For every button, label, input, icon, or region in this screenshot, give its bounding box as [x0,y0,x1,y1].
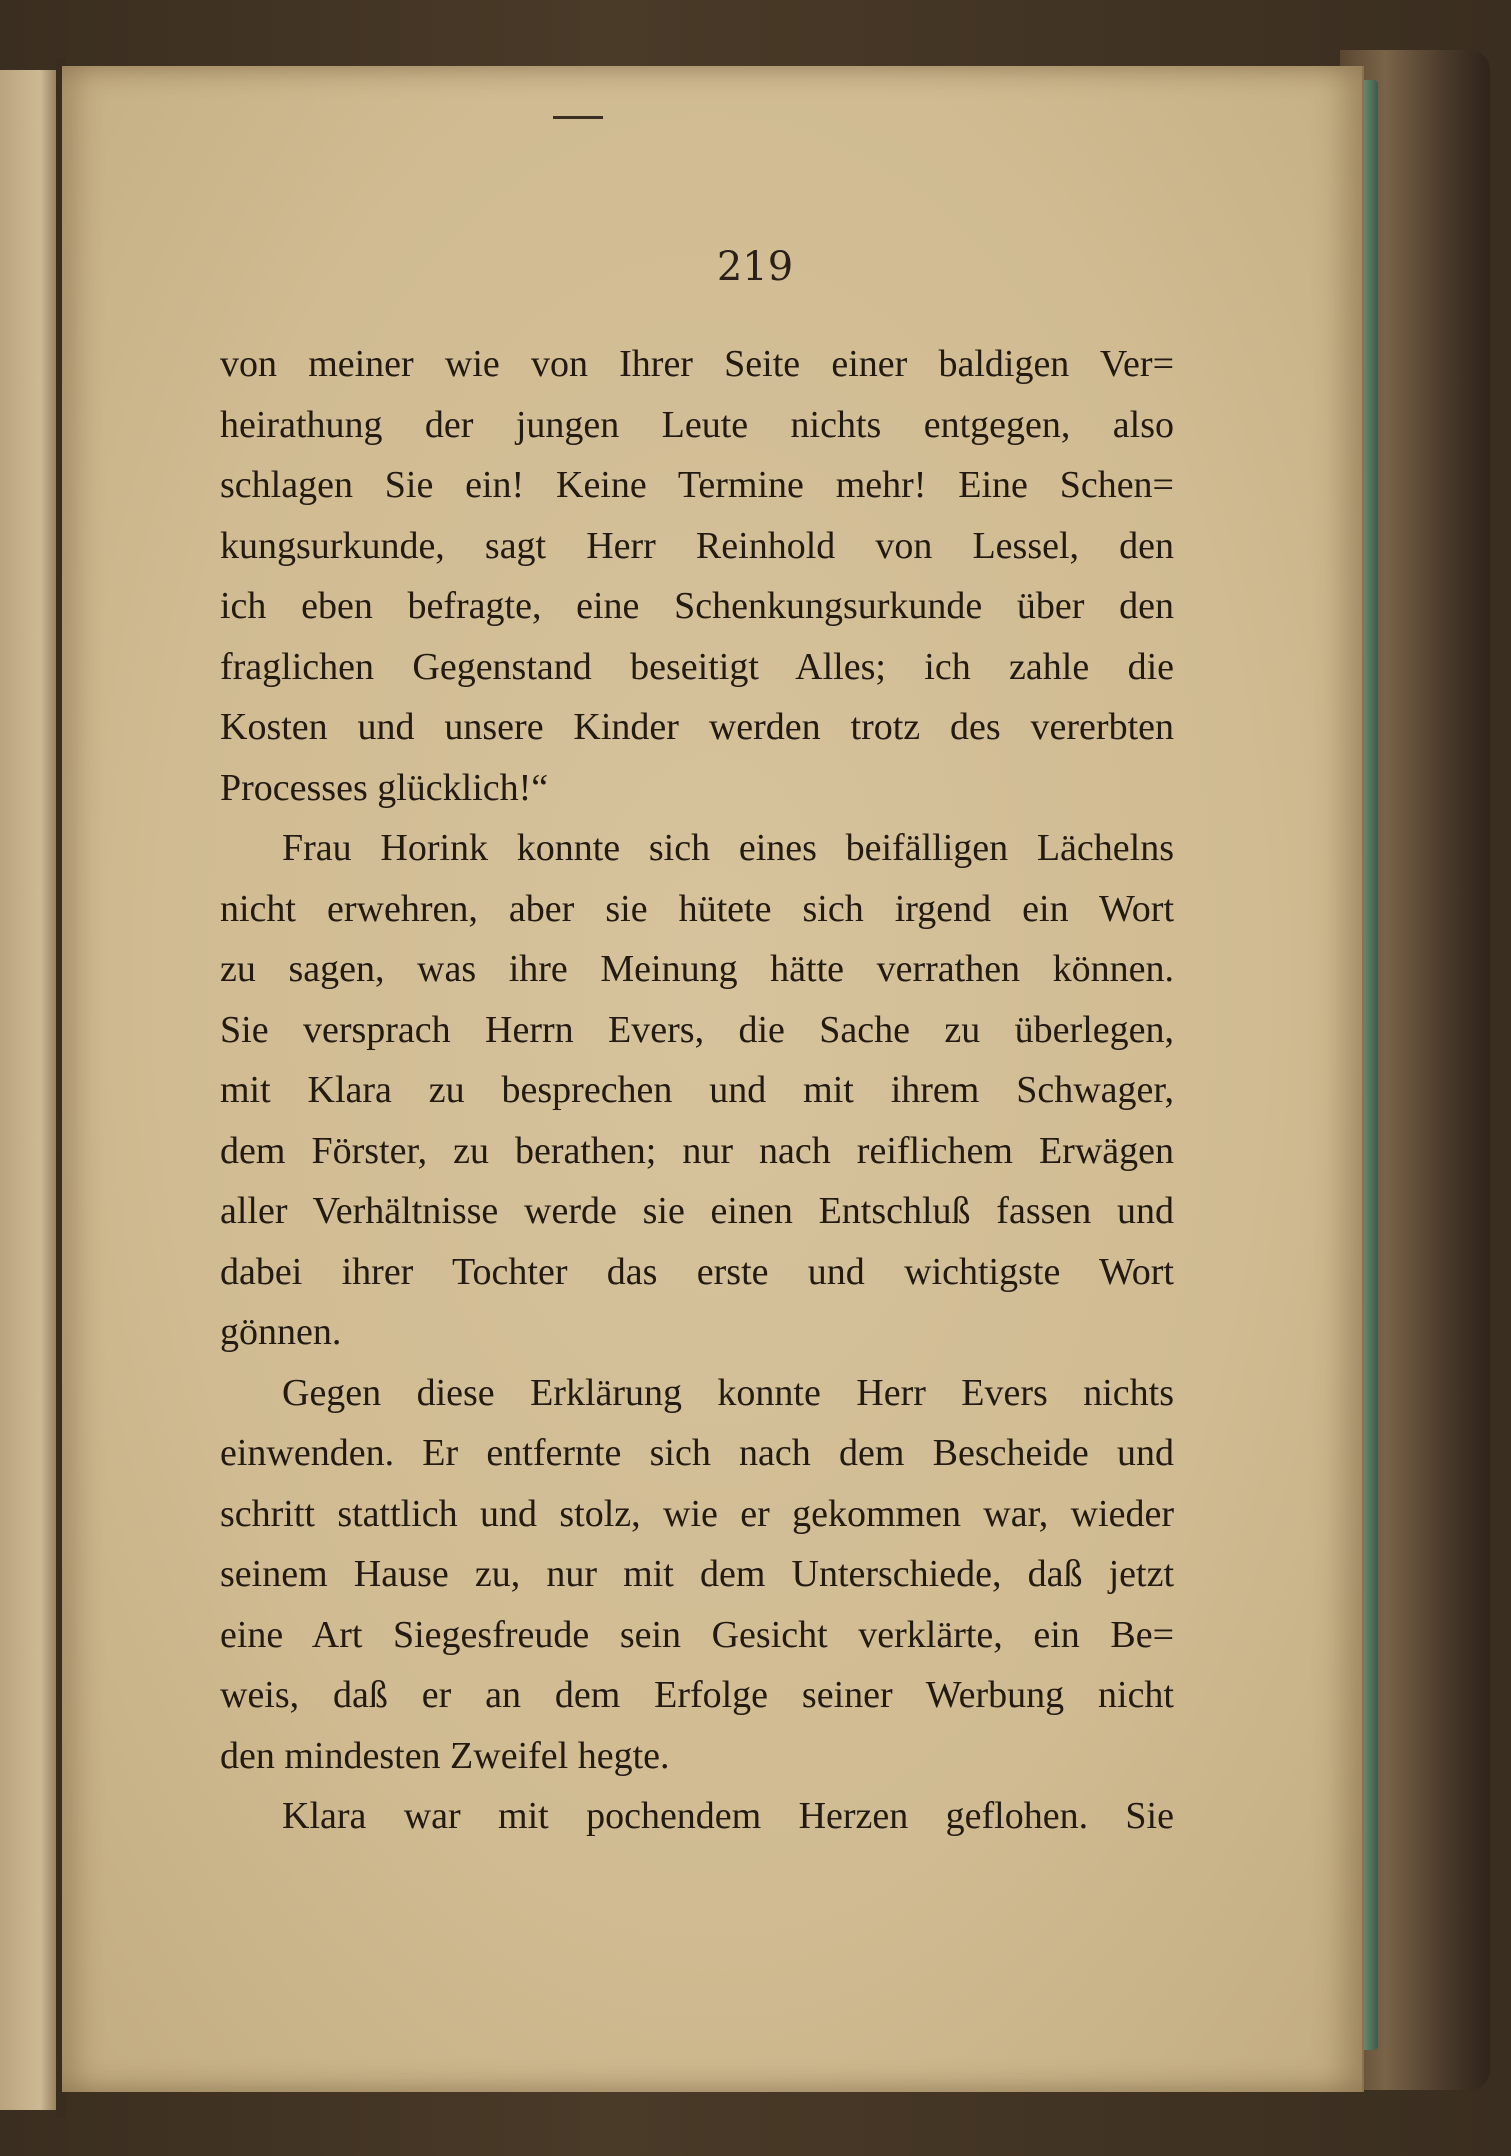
body-text [220,334,1174,1847]
text-line: seinem Hause zu, nur mit dem Unterschiede, daß jetzt [220,1553,1174,1595]
text-line: weis, daß er an dem Erfolge seiner Werbung nicht [220,1674,1174,1716]
text-line: dabei ihrer Tochter das erste und wichtigste Wort [220,1250,1174,1293]
text-line: den mindesten Zweifel hegte. [220,1734,670,1777]
text-line: schlagen Sie ein! Keine Termine mehr! Eine Schen= [220,464,1174,506]
text-line: dem Förster, zu berathen; nur nach reiflichem Erwägen [220,1129,1174,1172]
facing-page-edge [0,70,61,2110]
text-line: Gegen diese Erklärung konnte Herr Evers nichts [282,1371,1174,1414]
text-line: zu sagen, was ihre Meinung hätte verrathen können. [220,948,1174,990]
text-line: mit Klara zu besprechen und mit ihrem Schwager, [220,1069,1174,1111]
text-line: Sie versprach Herrn Evers, die Sache zu überlegen, [220,1008,1174,1051]
text-line: heirathung der jungen Leute nichts entgegen, also [220,403,1174,446]
text-line: aller Verhältnisse werde sie einen Entschluß fassen und [220,1190,1174,1232]
text-line: Processes glücklich!“ [220,766,549,809]
text-line: Frau Horink konnte sich eines beifälligen Lächelns [282,827,1174,869]
header-ornament [553,116,603,119]
page-number: 219 [716,244,794,290]
text-line: einwenden. Er entfernte sich nach dem Bescheide und [220,1432,1174,1474]
text-line: Klara war mit pochendem Herzen geflohen. Sie [282,1795,1174,1837]
text-line: schritt stattlich und stolz, wie er gekommen war, wieder [220,1492,1174,1535]
text-line: ich eben befragte, eine Schenkungsurkunde über den [220,585,1174,627]
text-line: eine Art Siegesfreude sein Gesicht verklärte, ein Be= [220,1613,1174,1656]
text-line: kungsurkunde, sagt Herr Reinhold von Lessel, den [220,524,1174,567]
text-line: nicht erwehren, aber sie hütete sich irgend ein Wort [220,887,1174,930]
text-line: von meiner wie von Ihrer Seite einer baldigen Ver= [220,343,1174,385]
text-line: Kosten und unsere Kinder werden trotz des vererbten [220,706,1174,748]
text-line: gönnen. [220,1311,342,1353]
text-line: fraglichen Gegenstand beseitigt Alles; ich zahle die [220,645,1174,688]
